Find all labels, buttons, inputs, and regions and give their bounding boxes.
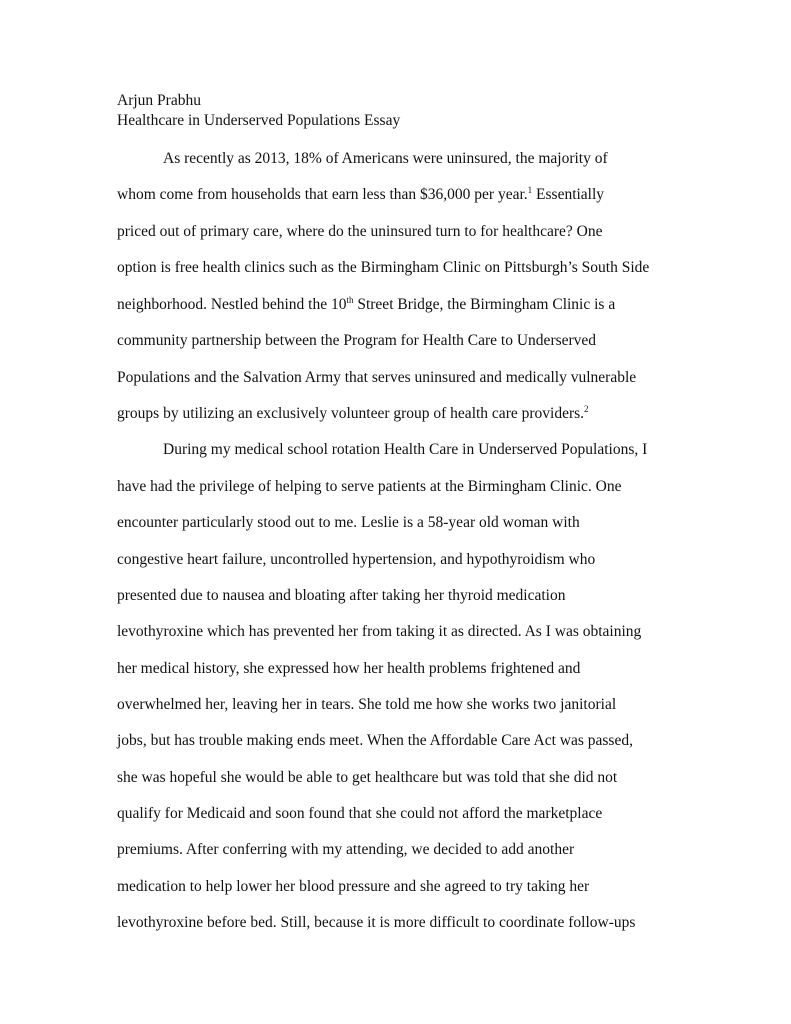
paragraph-2-line-10: she was hopeful she would be able to get healthcare but was told that she did not: [117, 769, 618, 786]
essay-title: Healthcare in Underserved Populations Essay: [117, 112, 401, 129]
paragraph-1-line-7: Populations and the Salvation Army that serves uninsured and medically vulnerable: [117, 369, 637, 386]
paragraph-2-line-14: levothyroxine before bed. Still, because it is more difficult to coordinate follow-ups: [117, 914, 636, 931]
paragraph-2-line-7: her medical history, she expressed how her health problems frightened and: [117, 660, 581, 677]
paragraph-1-line-4: option is free health clinics such as the Birmingham Clinic on Pittsburgh’s South Side: [117, 259, 650, 276]
paragraph-1-line-3: priced out of primary care, where do the uninsured turn to for healthcare? One: [117, 223, 603, 240]
paragraph-2-line-3: encounter particularly stood out to me. Leslie is a 58-year old woman with: [117, 514, 580, 531]
line-text: Street Bridge, the Birmingham Clinic is a: [353, 296, 616, 313]
paragraph-2-line-5: presented due to nausea and bloating after taking her thyroid medication: [117, 587, 566, 604]
line-text: neighborhood. Nestled behind the 10: [117, 296, 347, 313]
paragraph-1-line-1: As recently as 2013, 18% of Americans were uninsured, the majority of: [163, 150, 608, 167]
paragraph-1-line-8: [117, 404, 589, 424]
paragraph-1-line-2: [117, 185, 604, 205]
paragraph-2-line-11: qualify for Medicaid and soon found that she could not afford the marketplace: [117, 805, 603, 822]
footnote-ref-2: 2: [584, 404, 589, 414]
paragraph-2-line-2: have had the privilege of helping to serve patients at the Birmingham Clinic. One: [117, 478, 622, 495]
essay-header: [117, 91, 687, 131]
paragraph-1-line-6: community partnership between the Program for Health Care to Underserved: [117, 332, 597, 349]
paragraph-2-line-12: premiums. After conferring with my attending, we decided to add another: [117, 841, 575, 858]
paragraph-2-line-8: overwhelmed her, leaving her in tears. She told me how she works two janitorial: [117, 696, 617, 713]
author-name: Arjun Prabhu: [117, 92, 201, 109]
paragraph-1-line-5: [117, 295, 615, 315]
line-text: Essentially: [532, 186, 605, 203]
paragraph-2-line-4: congestive heart failure, uncontrolled hypertension, and hypothyroidism who: [117, 551, 596, 568]
paragraph-2-line-9: jobs, but has trouble making ends meet. When the Affordable Care Act was passed,: [117, 732, 633, 749]
footnote-ref-1: 1: [527, 185, 533, 195]
paragraph-2-line-6: levothyroxine which has prevented her from taking it as directed. As I was obtaining: [117, 623, 642, 640]
ordinal-suffix: th: [346, 295, 354, 305]
line-text: whom come from households that earn less than $36,000 per year.: [117, 186, 528, 203]
paragraph-2-line-1: During my medical school rotation Health Care in Underserved Populations, I: [163, 441, 648, 458]
line-text: groups by utilizing an exclusively volunteer group of health care providers.: [117, 405, 585, 422]
paragraph-2-line-13: medication to help lower her blood pressure and she agreed to try taking her: [117, 878, 590, 895]
